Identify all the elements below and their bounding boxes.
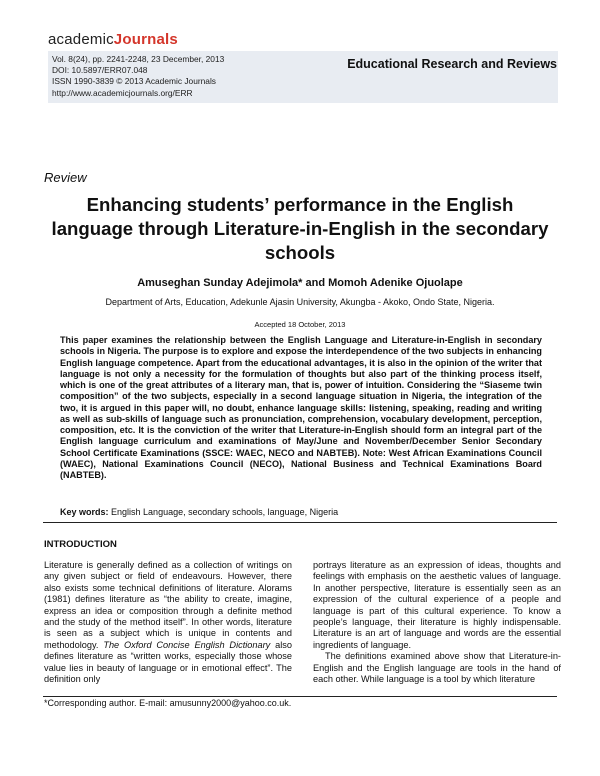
logo-journals-text: Journals xyxy=(113,31,178,48)
meta-issn: ISSN 1990-3839 © 2013 Academic Journals xyxy=(52,76,216,87)
corresponding-author-footnote: *Corresponding author. E-mail: amusunny2000@yahoo.co.uk. xyxy=(44,698,292,708)
keywords-label: Key words: xyxy=(60,507,109,517)
footnote-divider xyxy=(43,696,557,697)
intro-heading: INTRODUCTION xyxy=(44,539,117,550)
accepted-date: Accepted 18 October, 2013 xyxy=(254,320,346,329)
body-column-left xyxy=(44,560,292,685)
citation-meta xyxy=(52,54,224,99)
journal-name: Educational Research and Reviews xyxy=(347,57,557,71)
intro-paragraph xyxy=(44,560,292,685)
keywords xyxy=(60,507,542,517)
publisher-logo xyxy=(48,31,178,48)
article-title: Enhancing students’ performance in the English language through Literature-in-English in the secondary schools xyxy=(51,194,549,263)
meta-doi: DOI: 10.5897/ERR07.048 xyxy=(52,65,148,76)
divider xyxy=(43,522,557,523)
affiliation: Department of Arts, Education, Adekunle Ajasin University, Akungba - Akoko, Ondo State, Nigeria. xyxy=(105,297,495,307)
intro-text-b: also defines literature as “written works, especially those whose value lies in beauty of language or in emotional effect”. The definition only xyxy=(44,639,292,685)
logo-academic-text: academic xyxy=(48,31,114,48)
meta-volume: Vol. 8(24), pp. 2241-2248, 23 December, 2013 xyxy=(52,54,225,64)
intro-text-a: Literature is generally defined as a collection of writings on any given subject or field of endeavours. However, there also exists some technical definitions of literature. Alorams (1981) defines literature as “the ability to create, imagine, express an idea or composition through a definite method and the study of the method itself”. In other words, literature is seen as a subject which is unique in contents and methodology. xyxy=(44,560,292,650)
keywords-list: English Language, secondary schools, language, Nigeria xyxy=(111,507,339,517)
article-type: Review xyxy=(44,170,87,185)
body-column-right xyxy=(313,560,561,685)
authors: Amuseghan Sunday Adejimola* and Momoh Adenike Ojuolape xyxy=(137,277,463,289)
dictionary-title: The Oxford Concise English Dictionary xyxy=(103,639,271,650)
abstract: This paper examines the relationship between the English Language and Literature-in-English in secondary schools in Nigeria. The purpose is to explore and expose the interdependence of the two subjects in enhancing English language competence. Apart from the educational advantages, it is also in the opinion of the writer that language is not only a necessity for the formulation of thoughts but also part of the thinking process itself, which is one of the great attributes of a literary man, that is, power of intuition. Considering the “Siaseme twin composition” of the two subjects, especially in a second language situation in Nigeria, the integration of the two, it is argued in this paper will, no doubt, enhance language skills: listening, speaking, reading and writing as well as sub-skills of language such as pronunciation, comprehension, vocabulary development, perception, composition, etc. It is the conviction of the writer that Literature-in-English should form an integral part of the English language curriculum and examinations of May/June and November/December Senior Secondary School Certificate Examinations (SSCE: WAEC, NECO and NABTEB). Note: West African Examinations Council (WAEC), National Examinations Council (NECO), National Business and Technical Examinations Board (NABTEB). xyxy=(60,335,542,480)
body-paragraph-2: The definitions examined above show that Literature-in-English and the English language are tools in the hand of each other. While language is a tool by which literature xyxy=(313,651,561,685)
meta-url[interactable]: http://www.academicjournals.org/ERR xyxy=(52,87,193,98)
body-paragraph-1: portrays literature as an expression of ideas, thoughts and feelings with emphasis on the aesthetic values of language. In another perspective, literature is essentially seen as an expression of the cultural experience of a people and language is part of this cultural experience. To know a people’s language, their literature is highly indispensable. Literature is an art of language and words are the essential ingredients of language. xyxy=(313,560,561,650)
